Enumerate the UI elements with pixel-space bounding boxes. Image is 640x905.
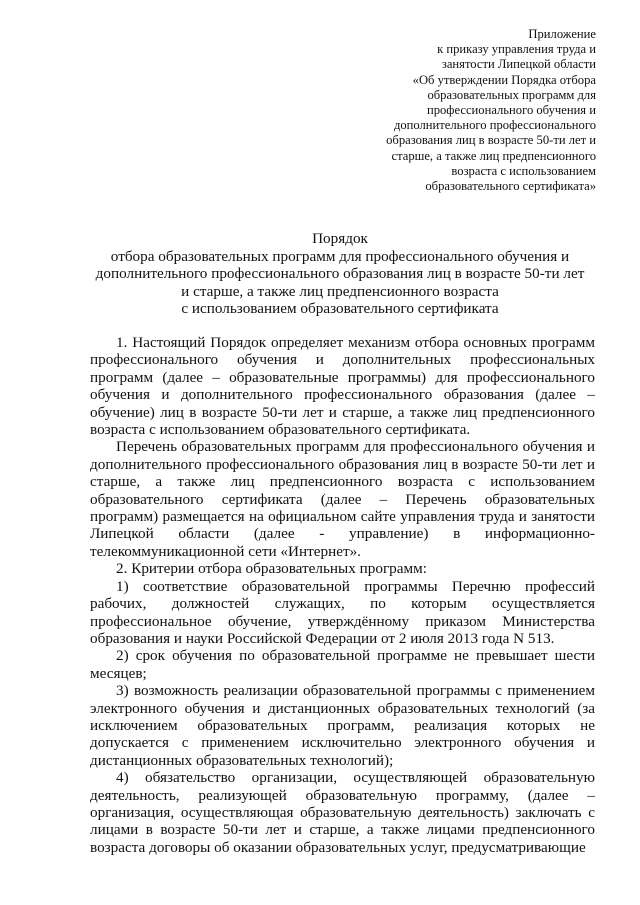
document-title (80, 230, 600, 318)
appendix-line: старше, а также лиц предпенсионного (391, 148, 596, 163)
appendix-line: профессионального обучения и (426, 103, 596, 118)
appendix-line: Приложение (528, 27, 596, 41)
appendix-line: «Об утверждении Порядка отбора (412, 72, 596, 87)
appendix-header (360, 27, 596, 194)
appendix-line: возраста с использованием (451, 163, 596, 178)
appendix-line: занятости Липецкой области (441, 57, 596, 72)
title-line: Порядок (312, 230, 368, 247)
appendix-line: образования лиц в возрасте 50-ти лет и (386, 133, 596, 148)
appendix-line: дополнительного профессионального (393, 118, 596, 133)
criterion-2: 2) срок обучения по образовательной программе не превышает шести месяцев; (90, 647, 595, 682)
document-body (90, 334, 595, 856)
criterion-3: 3) возможность реализации образовательной программы с применением электронного обучения и дистанционных образовательных технологий (за исключением образовательных программ, реализация которых не допускается с применением исключительно электронного обучения и дистанционных образовательных технологий); (90, 682, 595, 769)
title-line: с использованием образовательного сертификата (181, 300, 499, 318)
appendix-line: образовательных программ для (427, 87, 596, 102)
title-line: дополнительного профессионального образования лиц в возрасте 50-ти лет (95, 265, 585, 283)
paragraph-2: 2. Критерии отбора образовательных программ: (116, 560, 427, 578)
criterion-1: 1) соответствие образовательной программы Перечню профессий рабочих, должностей служащих, по которым осуществляется профессиональное обучение, утверждённому приказом Министерства образования и науки Российской Федерации от 2 июля 2013 года N 513. (90, 577, 595, 647)
appendix-line: к приказу управления труда и (437, 42, 596, 57)
criterion-4: 4) обязательство организации, осуществляющей образовательную деятельность, реализующей образовательную программу, (далее – организация, осуществляющая образовательную деятельность) заключать с лицами в возрасте 50-ти лет и старше, а также лицами предпенсионного возраста договоры об оказании образовательных услуг, предусматривающие (90, 769, 595, 856)
paragraph-1: 1. Настоящий Порядок определяет механизм отбора основных программ профессионального обучения и дополнительных профессиональных программ (далее – образовательные программы) для профессионального обучения и дополнительного профессионального образования (далее – обучение) лиц в возрасте 50-ти лет и старше, а также лиц предпенсионного возраста с использованием образовательного сертификата. (90, 334, 595, 439)
appendix-line: образовательного сертификата» (425, 179, 596, 194)
title-line: отбора образовательных программ для профессионального обучения и (110, 247, 570, 265)
title-line: и старше, а также лиц предпенсионного возраста (181, 282, 499, 300)
paragraph-list-intro: Перечень образовательных программ для профессионального обучения и дополнительного профессионального образования лиц в возрасте 50-ти лет и старше, а также лиц предпенсионного возраста с использованием образовательного сертификата (далее – Перечень образовательных программ) размещается на официальном сайте управления труда и занятости Липецкой области (далее - управление) в информационно-телекоммуникационной сети «Интернет». (90, 438, 595, 560)
